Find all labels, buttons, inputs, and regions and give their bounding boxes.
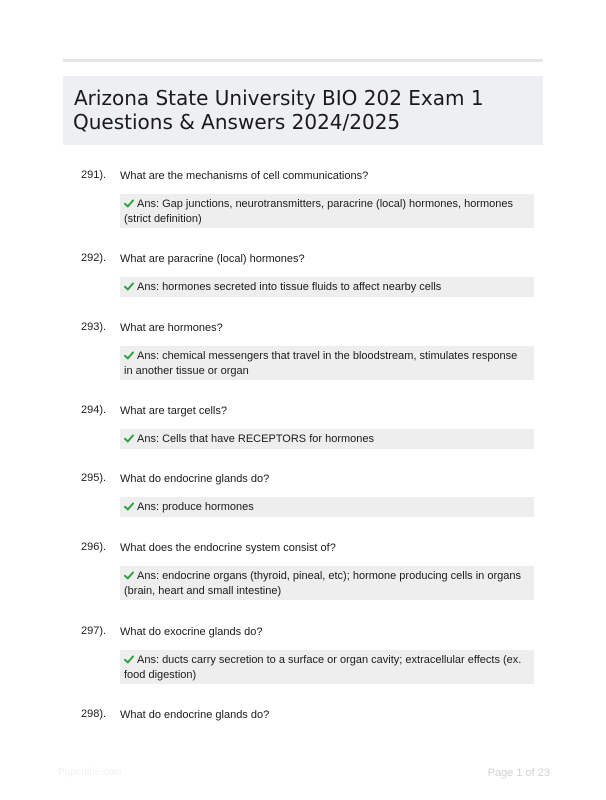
question-text: What do endocrine glands do? <box>120 709 270 721</box>
check-icon <box>124 351 134 360</box>
answer-text: Ans: ducts carry secretion to a surface or organ cavity; extracellular effects (ex. food digestion) <box>124 654 522 681</box>
document-title-line-1: Arizona State University BIO 202 Exam 1 <box>74 86 484 110</box>
answer-box <box>120 566 534 600</box>
question-number: 296). <box>81 541 107 553</box>
answer-box <box>120 650 534 684</box>
answer-box <box>120 346 534 380</box>
check-icon <box>124 199 134 208</box>
answer-box <box>120 497 534 517</box>
question-text: What does the endocrine system consist of? <box>120 542 336 554</box>
page-indicator: Page 1 of 23 <box>487 767 550 779</box>
question-number: 292). <box>81 252 107 264</box>
question-text: What are the mechanisms of cell communications? <box>120 170 369 182</box>
answer-text: Ans: Cells that have RECEPTORS for hormones <box>137 433 375 445</box>
check-icon <box>124 502 134 511</box>
answer-box <box>120 277 534 297</box>
check-icon <box>124 434 134 443</box>
check-icon <box>124 655 134 664</box>
answer-box <box>120 194 534 228</box>
answer-text: Ans: chemical messengers that travel in the bloodstream, stimulates response in another tissue or organ <box>124 350 518 377</box>
answer-text: Ans: hormones secreted into tissue fluids to affect nearby cells <box>137 281 442 293</box>
answer-box <box>120 429 534 449</box>
question-text: What are hormones? <box>120 322 223 334</box>
question-number: 298). <box>81 708 107 720</box>
question-number: 295). <box>81 472 107 484</box>
answer-text: Ans: Gap junctions, neurotransmitters, paracrine (local) hormones, hormones (strict definition) <box>124 198 514 225</box>
document-title-banner <box>63 76 543 145</box>
question-number: 294). <box>81 404 107 416</box>
question-text: What are paracrine (local) hormones? <box>120 253 305 265</box>
question-number: 293). <box>81 321 107 333</box>
document-title-line-2: Questions & Answers 2024/2025 <box>73 110 401 134</box>
footer-watermark: Paperlibe.com <box>58 767 122 778</box>
top-divider <box>63 59 543 62</box>
check-icon <box>124 282 134 291</box>
question-number: 297). <box>81 625 107 637</box>
answer-text: Ans: produce hormones <box>137 501 254 513</box>
question-text: What do endocrine glands do? <box>120 473 270 485</box>
answer-text: Ans: endocrine organs (thyroid, pineal, etc); hormone producing cells in organs (brain, heart and small intestine) <box>124 570 521 597</box>
question-text: What are target cells? <box>120 405 227 417</box>
question-text: What do exocrine glands do? <box>120 626 263 638</box>
check-icon <box>124 571 134 580</box>
question-number: 291). <box>81 169 107 181</box>
